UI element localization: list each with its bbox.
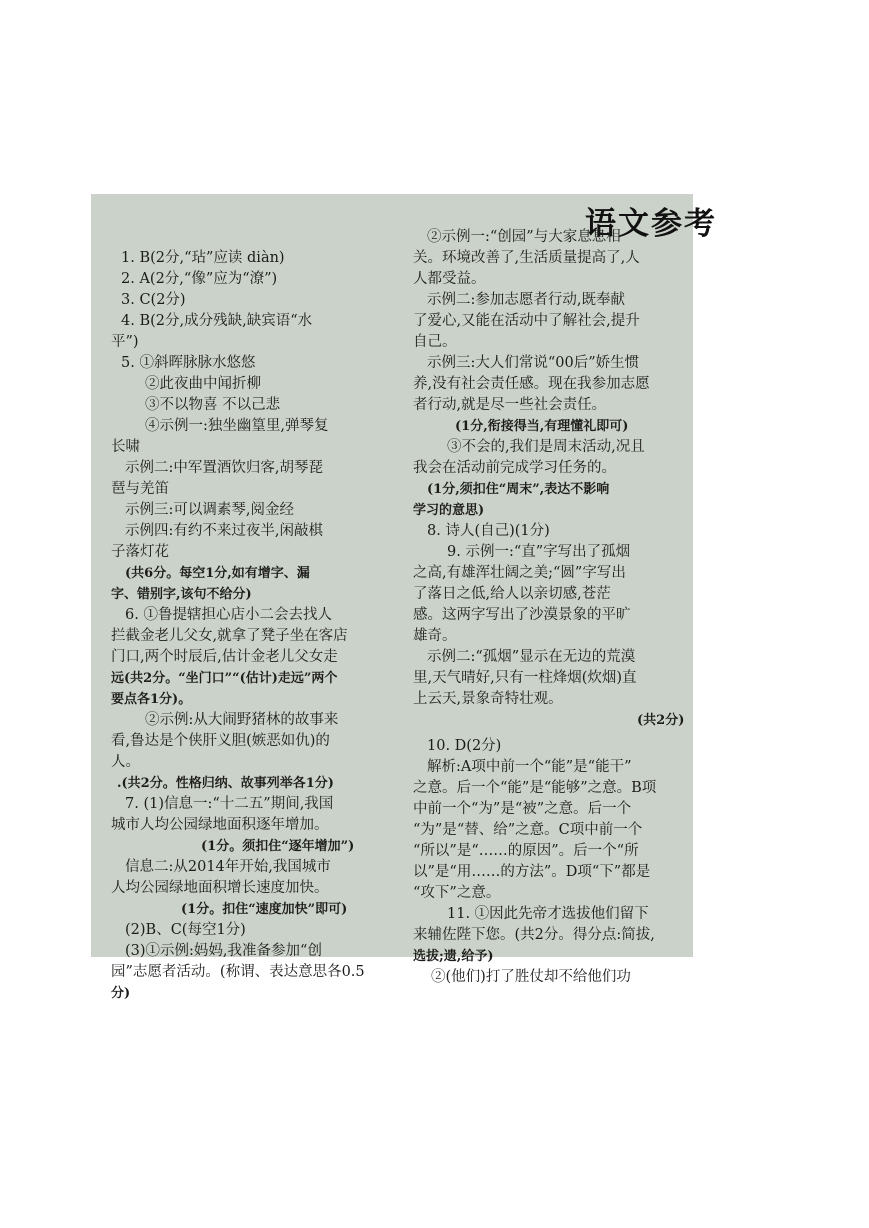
text-line: 6. ①鲁提辖担心店小二会去找人 (125, 607, 332, 623)
text-line: ②(他们)打了胜仗却不给他们功 (431, 969, 631, 985)
text-line: 关。环境改善了,生活质量提高了,人 (413, 250, 640, 266)
text-line: ②示例:从大闹野猪林的故事来 (145, 712, 339, 728)
text-line: 拦截金老儿父女,就拿了凳子坐在客店 (111, 628, 348, 644)
text-line: “攻下”之意。 (413, 885, 501, 901)
text-line: 11. ①因此先帝才选拔他们留下 (447, 906, 649, 922)
text-line: (共2分) (637, 713, 685, 728)
text-line: 信息二:从2014年开始,我国城市 (125, 859, 331, 875)
text-line: 学习的意思) (413, 503, 485, 518)
text-line: 字、错别字,该句不给分) (111, 587, 252, 602)
text-line: 了爱心,又能在活动中了解社会,提升 (413, 313, 640, 329)
text-line: ③不以物喜 不以己悲 (145, 397, 281, 413)
text-line: ②此夜曲中闻折柳 (145, 376, 261, 392)
text-line: 中前一个“为”是“被”之意。后一个 (413, 801, 632, 817)
text-line: 者行动,就是尽一些社会责任。 (413, 397, 607, 413)
text-line: 琶与羌笛 (111, 481, 169, 497)
text-line: 城市人均公园绿地面积逐年增加。 (111, 817, 329, 833)
text-line: (共6分。每空1分,如有增字、漏 (125, 566, 310, 581)
text-line: (1分。扣住“速度加快”即可) (181, 902, 348, 917)
text-line: 4. B(2分,成分残缺,缺宾语“水 (121, 313, 313, 329)
text-line: 解析:A项中前一个“能”是“能干” (427, 759, 632, 775)
text-line: “为”是“替、给”之意。C项中前一个 (413, 822, 643, 838)
page-title: 语文参考 (585, 206, 717, 242)
text-line: 自己。 (413, 334, 457, 350)
text-line: 平”) (111, 334, 139, 350)
text-line: 看,鲁达是个侠肝义胆(嫉恶如仇)的 (111, 733, 330, 749)
text-line: 要点各1分)。 (111, 692, 192, 707)
text-line: 2. A(2分,“像”应为“潦”) (121, 271, 278, 287)
text-line: ④示例一:独坐幽篁里,弹琴复 (145, 418, 329, 434)
text-line: 7. (1)信息一:“十二五”期间,我国 (125, 796, 334, 812)
text-line: 人。 (111, 754, 140, 770)
scanned-answer-page (91, 194, 717, 1001)
text-line: 选拔;遗,给予) (413, 949, 494, 964)
text-line: 5. ①斜晖脉脉水悠悠 (121, 355, 256, 371)
text-line: 感。这两字写出了沙漠景象的平旷 (413, 607, 631, 623)
text-line: 示例二:“孤烟”显示在无边的荒漠 (427, 649, 636, 665)
text-line: 长啸 (111, 439, 140, 455)
text-line: 示例三:可以调素琴,阅金经 (125, 502, 294, 518)
text-line: 示例二:中军置酒饮归客,胡琴琵 (125, 460, 323, 476)
text-line: 来辅佐陛下您。(共2分。得分点:简拔, (413, 927, 655, 943)
text-line: (3)①示例:妈妈,我准备参加“创 (125, 943, 322, 959)
text-line: .(共2分。性格归纳、故事列举各1分) (117, 776, 334, 791)
text-line: 养,没有社会责任感。现在我参加志愿 (413, 376, 650, 392)
text-line: 10. D(2分) (427, 738, 502, 754)
text-line: 示例二:参加志愿者行动,既奉献 (427, 292, 625, 308)
text-line: 1. B(2分,“玷”应读 diàn) (121, 250, 285, 266)
text-line: 之高,有雄浑壮阔之美;“圆”字写出 (413, 565, 626, 581)
text-line: 人均公园绿地面积增长速度加快。 (111, 880, 329, 896)
text-line: 里,天气晴好,只有一柱烽烟(炊烟)直 (413, 670, 637, 686)
text-line: 上云天,景象奇特壮观。 (413, 691, 563, 707)
text-line: 示例四:有约不来过夜半,闲敲棋 (125, 523, 323, 539)
text-line: 9. 示例一:“直”字写出了孤烟 (447, 544, 631, 560)
text-line: (2)B、C(每空1分) (125, 922, 246, 938)
text-line: (1分,须扣住“周末”,表达不影响 (427, 482, 610, 497)
text-line: 示例三:大人们常说“00后”娇生惯 (427, 355, 640, 371)
text-line: 以”是“用……的方法”。D项“下”都是 (413, 864, 651, 880)
text-line: 分) (111, 986, 131, 1001)
text-line: 人都受益。 (413, 271, 486, 287)
text-line: ③不会的,我们是周末活动,况且 (447, 439, 645, 455)
text-line: 远(共2分。“坐门口”“(估计)走远”两个 (111, 671, 338, 686)
text-line: (1分,衔接得当,有理懂礼即可) (455, 419, 629, 434)
text-line: 3. C(2分) (121, 292, 186, 308)
text-line: ②示例一:“创园”与大家息息相 (427, 229, 621, 245)
text-line: (1分。须扣住“逐年增加”) (201, 839, 355, 854)
text-line: 园”志愿者活动。(称谓、表达意思各0.5 (111, 964, 365, 980)
text-line: “所以”是“……的原因”。后一个“所 (413, 843, 639, 859)
text-line: 之意。后一个“能”是“能够”之意。B项 (413, 780, 657, 796)
text-line: 雄奇。 (413, 628, 457, 644)
text-line: 子落灯花 (111, 544, 169, 560)
text-line: 8. 诗人(自己)(1分) (427, 523, 550, 539)
text-line: 我会在活动前完成学习任务的。 (413, 460, 616, 476)
text-line: 了落日之低,给人以亲切感,苍茫 (413, 586, 611, 602)
text-line: 门口,两个时辰后,估计金老儿父女走 (111, 649, 338, 665)
